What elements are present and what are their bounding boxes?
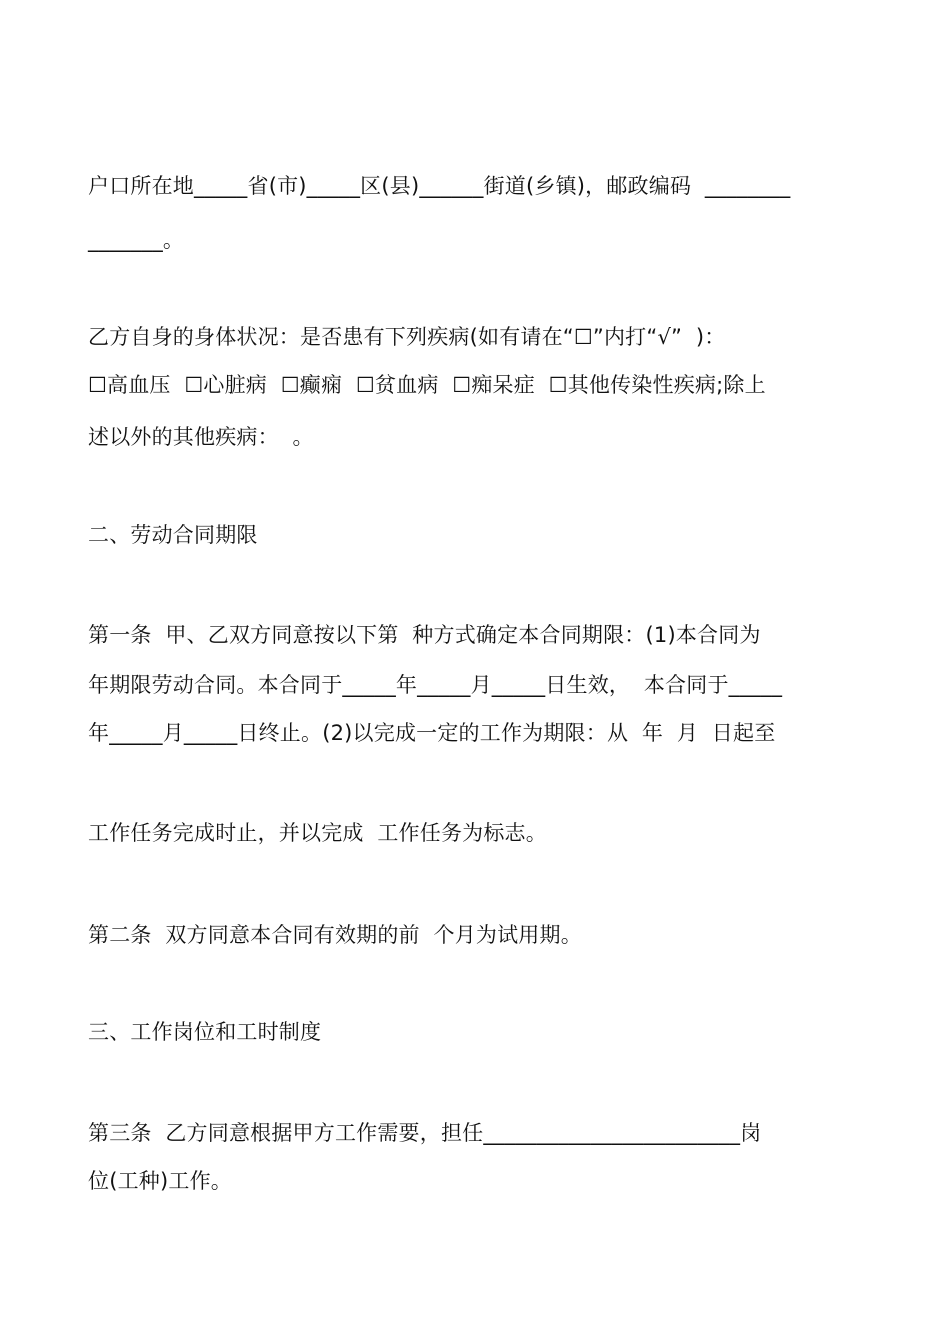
other-diseases-line: 述以外的其他疾病： 。 — [88, 425, 314, 449]
disease-checkbox-list: ☐高血压 ☐心脏病 ☐癫痫 ☐贫血病 ☐痴呆症 ☐其他传染性疾病;除上 — [88, 373, 766, 397]
article-1-line-3: 年_____月_____日终止。(2)以完成一定的工作为期限：从 年 月 日起至 — [88, 721, 776, 745]
article-1-line-1: 第一条 甲、乙双方同意按以下第 种方式确定本合同期限：(1)本合同为 — [88, 623, 761, 647]
section-heading-position-hours: 三、工作岗位和工时制度 — [88, 1020, 322, 1044]
postal-code-continuation: _______。 — [88, 228, 185, 252]
article-3-line-2: 位(工种)工作。 — [88, 1169, 232, 1193]
article-1-line-2: 年期限劳动合同。本合同于_____年_____月_____日生效， 本合同于_____ — [88, 673, 783, 697]
household-registration-line: 户口所在地_____省(市)_____区(县)______街道(乡镇)，邮政编码 ________ — [88, 174, 791, 198]
article-2: 第二条 双方同意本合同有效期的前 个月为试用期。 — [88, 923, 582, 947]
health-status-question: 乙方自身的身体状况：是否患有下列疾病(如有请在“☐”内打“√” )： — [88, 325, 726, 349]
section-heading-contract-term: 二、劳动合同期限 — [88, 523, 258, 547]
article-1-line-4: 工作任务完成时止，并以完成 工作任务为标志。 — [88, 821, 547, 845]
article-3-line-1: 第三条 乙方同意根据甲方工作需要，担任________________________岗 — [88, 1121, 762, 1145]
